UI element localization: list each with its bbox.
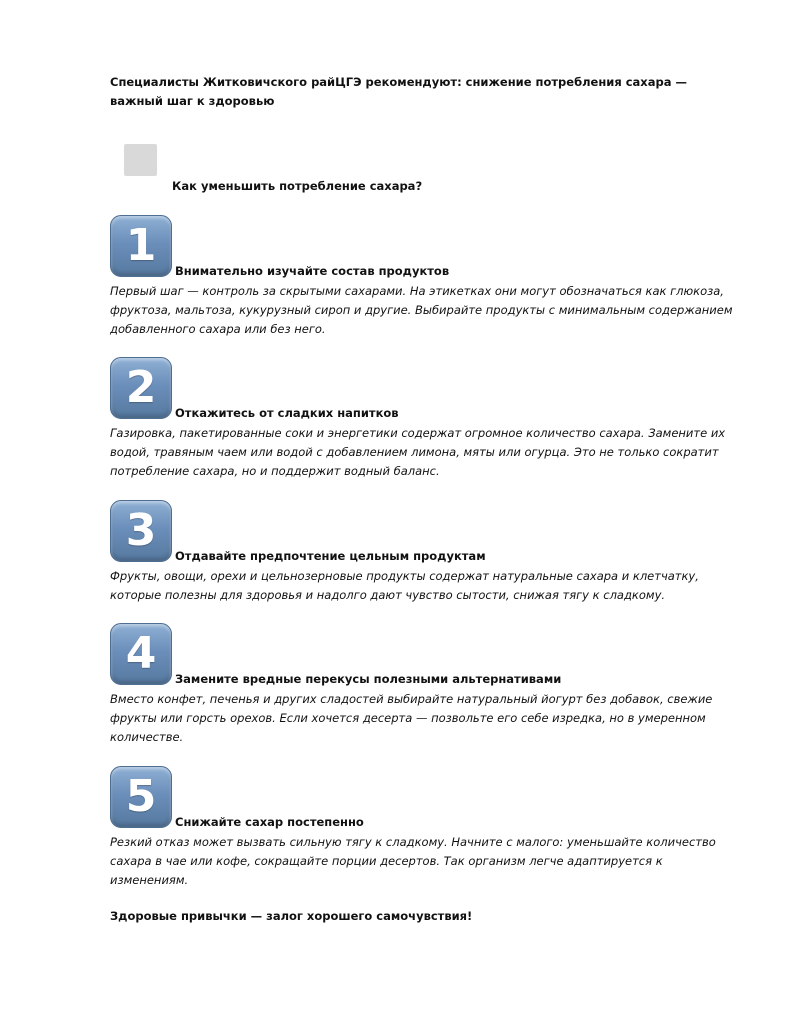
step-number: 1 [125,220,157,271]
step-number: 5 [125,771,157,822]
step-title: Отдавайте предпочтение цельным продуктам [175,549,486,563]
step-number: 2 [125,362,157,413]
step-title: Снижайте сахар постепенно [175,815,364,829]
headline: Специалисты Житковичского райЦГЭ рекомендуют: снижение потребления сахара — важный шаг к здоровью [110,75,687,108]
closing-line: Здоровые привычки — залог хорошего самочувствия! [110,909,473,923]
step-body: Резкий отказ может вызвать сильную тягу к сладкому. Начните с малого: уменьшайте количество сахара в чае или кофе, сокращайте порции десертов. Так организм легче адаптируется к изменениям. [110,835,716,887]
step-body: Фрукты, овощи, орехи и цельнозерновые продукты содержат натуральные сахара и клетчатку, которые полезны для здоровья и надолго дают чувство сытости, снижая тягу к сладкому. [110,569,699,602]
keycap-2-icon [110,357,172,419]
step-body: Первый шаг — контроль за скрытыми сахарами. На этикетках они могут обозначаться как глюкоза, фруктоза, мальтоза, кукурузный сироп и другие. Выбирайте продукты с минимальным содержанием добавленного сахара или без него. [110,284,733,336]
step-title: Замените вредные перекусы полезными альтернативами [175,672,562,686]
step-title: Откажитесь от сладких напитков [175,406,399,420]
step-body: Вместо конфет, печенья и других сладостей выбирайте натуральный йогурт без добавок, свежие фрукты или горсть орехов. Если хочется десерта — позвольте его себе изредка, но в умеренном количестве. [110,692,713,744]
keycap-1-icon [110,215,172,277]
step-body: Газировка, пакетированные соки и энергетики содержат огромное количество сахара. Замените их водой, травяным чаем или водой с добавлением лимона, мяты или огурца. Это не только сократит потребление сахара, но и поддержит водный баланс. [110,426,726,478]
subheading: Как уменьшить потребление сахара? [172,179,423,193]
image-placeholder-icon [124,144,157,176]
step-number: 4 [125,628,157,679]
keycap-4-icon [110,623,172,685]
step-number: 3 [125,505,157,556]
keycap-3-icon [110,500,172,562]
keycap-5-icon [110,766,172,828]
step-title: Внимательно изучайте состав продуктов [175,264,450,278]
